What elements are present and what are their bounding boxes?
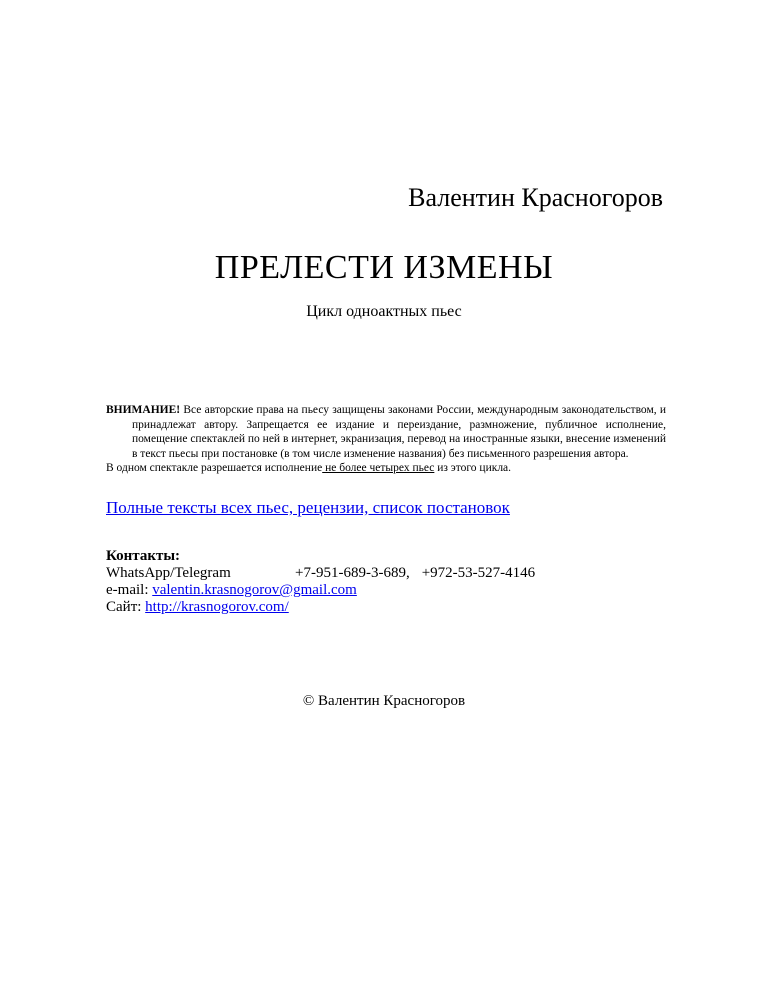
play-title: ПРЕЛЕСТИ ИЗМЕНЫ	[214, 249, 554, 286]
email-row	[106, 582, 535, 599]
notice-extra-after: из этого цикла.	[434, 462, 512, 474]
notice-extra-line	[106, 461, 666, 476]
phone-label: WhatsApp/Telegram	[106, 565, 231, 581]
full-texts-link[interactable]: Полные тексты всех пьес, рецензии, список постановок	[106, 498, 510, 517]
site-row	[106, 599, 535, 616]
site-link[interactable]: http://krasnogorov.com/	[145, 599, 289, 615]
notice-extra-before: В одном спектакле разрешается исполнение	[106, 462, 323, 474]
notice-label: ВНИМАНИЕ!	[106, 404, 181, 416]
phone-number-israel: +972-53-527-4146	[421, 565, 536, 581]
notice-extra-underlined: не более четырех пьес	[322, 462, 435, 474]
contacts-block	[106, 548, 535, 616]
email-label: e-mail:	[106, 582, 153, 598]
copyright-line: © Валентин Красногоров	[302, 693, 466, 709]
notice-text: Все авторские права на пьесу защищены законами России, международным законодательством, и принадлежат автору. Запрещается ее издание и переиздание, размножение, публичное исполнение, помещение спектаклей по ней в интернет, экранизация, перевод на иностранные языки, внесение изменений в текст пьесы при постановке (в том числе изменение названия) без письменного разрешения автора.	[132, 404, 666, 460]
notice-paragraph	[106, 403, 666, 461]
author-name: Валентин Красногоров	[408, 183, 663, 212]
phone-row	[106, 565, 535, 582]
email-link[interactable]: valentin.krasnogorov@gmail.com	[152, 582, 357, 598]
site-label: Сайт:	[106, 599, 146, 615]
phone-number-russia: +7-951-689-3-689,	[295, 565, 410, 581]
play-subtitle: Цикл одноактных пьес	[306, 303, 462, 320]
contacts-heading: Контакты:	[106, 548, 181, 564]
copyright-notice	[106, 403, 666, 476]
